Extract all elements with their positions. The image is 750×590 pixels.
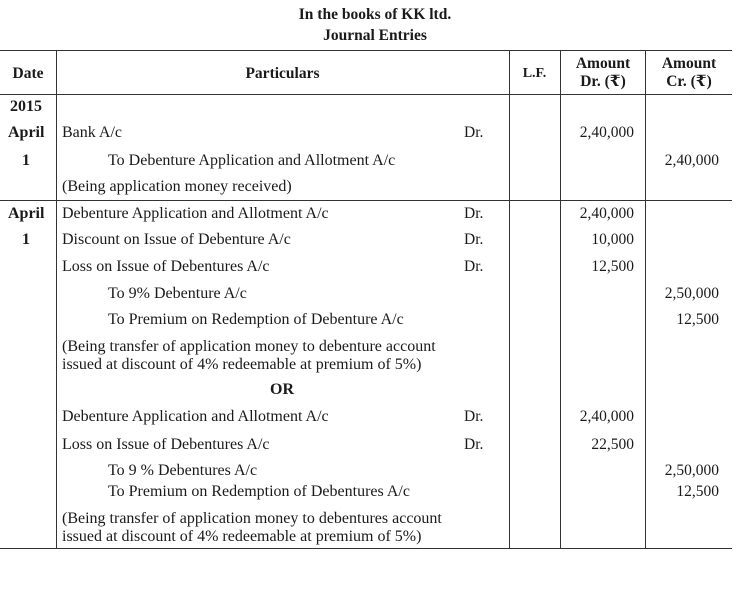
table-bottom-rule	[0, 548, 732, 549]
entry2-debit-account: Debenture Application and Allotment A/c	[62, 205, 329, 222]
entry3-dr-label: Dr.	[464, 436, 484, 453]
entry3-credit-amount: 12,500	[676, 483, 719, 500]
entry2-month: April	[8, 205, 45, 222]
table-top-rule	[0, 50, 732, 51]
entry2-credit-amount: 2,50,000	[664, 285, 719, 302]
date-column-rule	[56, 50, 57, 548]
entry1-debit-amount: 2,40,000	[579, 124, 634, 141]
journal-title: Journal Entries	[323, 27, 427, 44]
entry1-dr-label: Dr.	[464, 124, 484, 141]
header-amount-cr: Amount Cr. (₹)	[661, 55, 717, 90]
entry3-debit-account: Debenture Application and Allotment A/c	[62, 408, 329, 425]
entry3-debit-amount: 2,40,000	[579, 408, 634, 425]
entry3-narration-line: issued at discount of 4% redeemable at premium of 5%)	[62, 528, 422, 545]
entry3-dr-label: Dr.	[464, 408, 484, 425]
entry1-credit-amount: 2,40,000	[664, 152, 719, 169]
lf-column-rule	[560, 50, 561, 548]
entry2-debit-account: Loss on Issue of Debentures A/c	[62, 258, 270, 275]
entry3-credit-amount: 2,50,000	[664, 462, 719, 479]
entry1-debit-account: Bank A/c	[62, 124, 122, 141]
entry2-debit-account: Discount on Issue of Debenture A/c	[62, 231, 291, 248]
entry2-debit-amount: 2,40,000	[579, 205, 634, 222]
header-particulars: Particulars	[245, 65, 320, 82]
entry2-dr-label: Dr.	[464, 258, 484, 275]
entry2-credit-amount: 12,500	[676, 311, 719, 328]
header-amount-dr: Amount Dr. (₹)	[575, 55, 631, 90]
entry2-debit-amount: 12,500	[591, 258, 634, 275]
entry2-debit-amount: 10,000	[591, 231, 634, 248]
entry3-debit-account: Loss on Issue of Debentures A/c	[62, 436, 270, 453]
entry2-credit-account: To 9% Debenture A/c	[108, 285, 247, 302]
entry2-narration-line: (Being transfer of application money to debenture account	[62, 338, 436, 355]
entry2-credit-account: To Premium on Redemption of Debenture A/c	[108, 311, 404, 328]
entry2-day: 1	[22, 231, 30, 248]
entry2-dr-label: Dr.	[464, 205, 484, 222]
book-title: In the books of KK ltd.	[298, 6, 452, 23]
particulars-column-rule	[509, 50, 510, 548]
entry2-dr-label: Dr.	[464, 231, 484, 248]
entry1-day: 1	[22, 152, 30, 169]
or-separator: OR	[270, 381, 294, 398]
entry3-narration-line: (Being transfer of application money to debentures account	[62, 510, 442, 527]
entry1-narration: (Being application money received)	[62, 178, 292, 195]
debit-column-rule	[645, 50, 646, 548]
header-bottom-rule	[0, 94, 732, 95]
entry-separator-rule	[0, 200, 732, 201]
entry2-narration-line: issued at discount of 4% redeemable at premium of 5%)	[62, 356, 422, 373]
entry3-credit-account: To 9 % Debentures A/c	[108, 462, 258, 479]
entry3-credit-account: To Premium on Redemption of Debentures A/c	[108, 483, 410, 500]
header-lf: L.F.	[522, 66, 547, 81]
entry1-credit-account: To Debenture Application and Allotment A/c	[108, 152, 396, 169]
entry3-debit-amount: 22,500	[591, 436, 634, 453]
year-cell: 2015	[10, 98, 42, 115]
entry1-month: April	[8, 124, 45, 141]
header-date: Date	[12, 65, 44, 82]
